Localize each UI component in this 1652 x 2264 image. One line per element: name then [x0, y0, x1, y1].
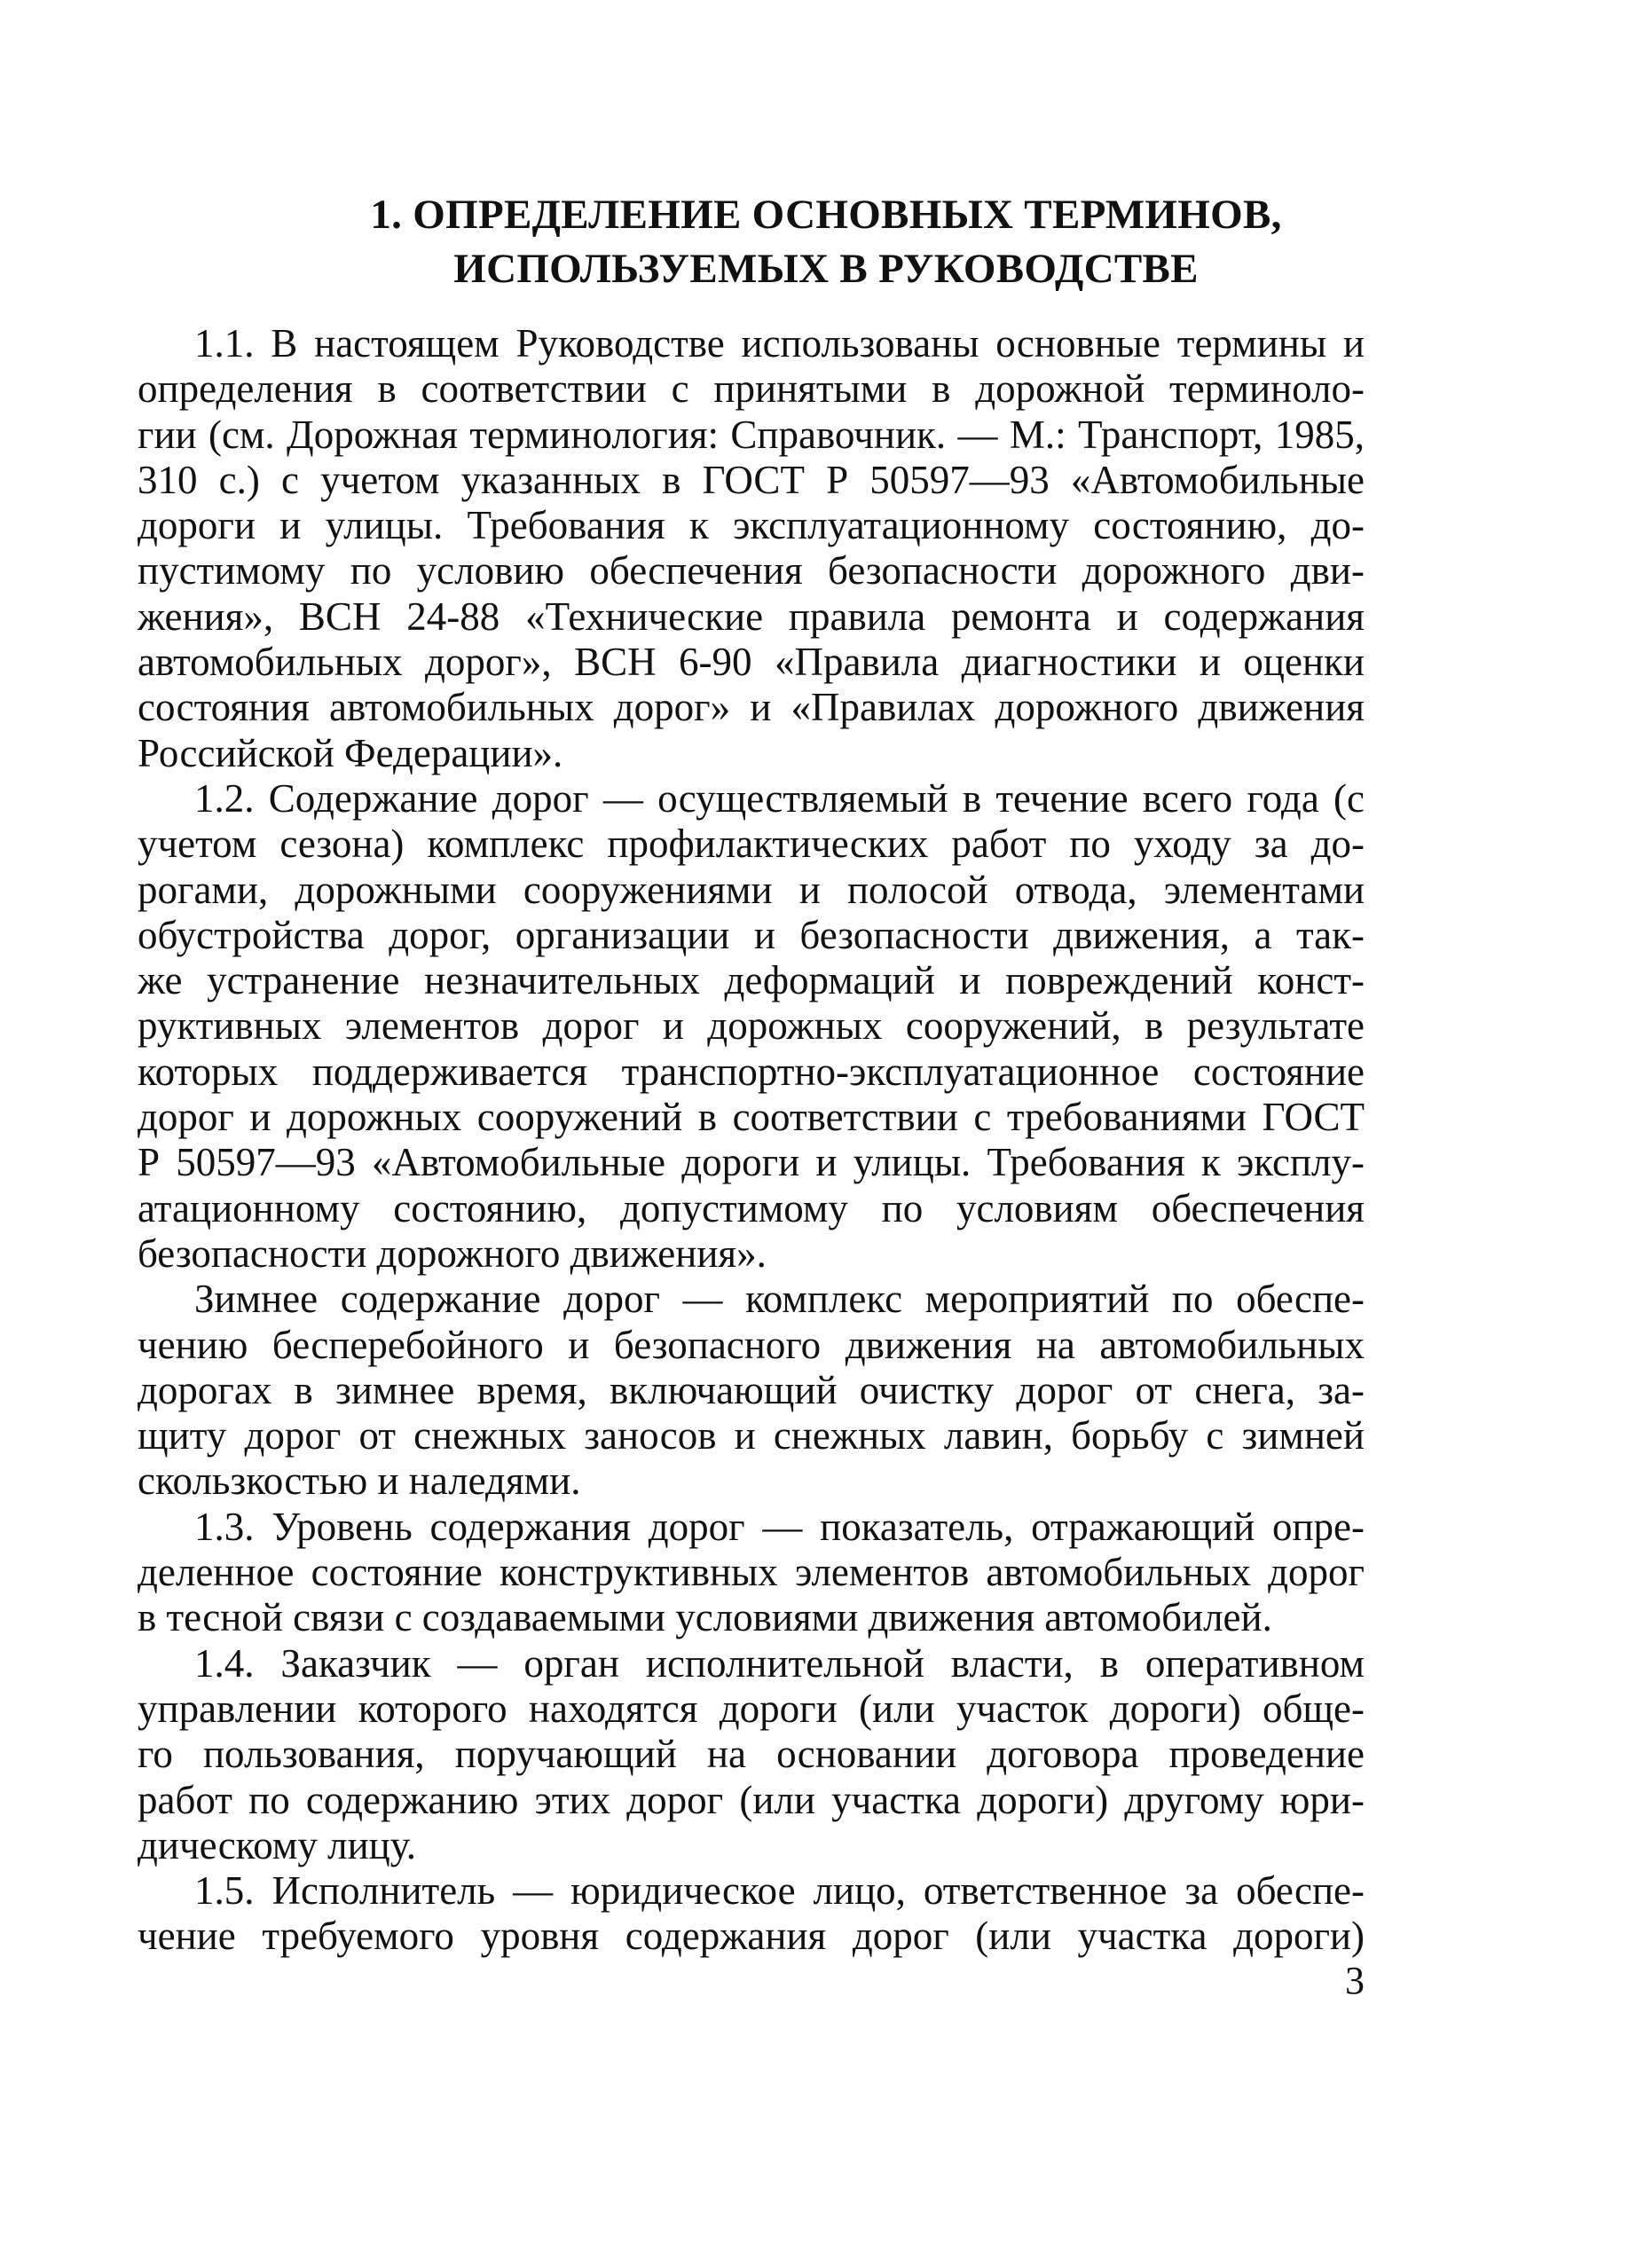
text-line: автомобильных дорог», ВСН 6-90 «Правила диагностики и оценки	[138, 640, 1365, 685]
paragraph	[138, 321, 1365, 776]
text-line: Зимнее содержание дорог — комплекс мероприятий по обеспе-	[194, 1277, 1365, 1322]
body-text	[138, 321, 1365, 1960]
text-line: дороги и улицы. Требования к эксплуатационному состоянию, до-	[138, 503, 1365, 548]
text-line: 310 с.) с учетом указанных в ГОСТ Р 50597—93 «Автомобильные	[138, 457, 1365, 502]
text-line: рогами, дорожными сооружениями и полосой отвода, элементами	[138, 867, 1365, 912]
text-line: Р 50597—93 «Автомобильные дороги и улицы. Требования к эксплу-	[138, 1140, 1365, 1185]
text-line: го пользования, поручающий на основании договора проведение	[138, 1732, 1365, 1777]
text-line: щиту дорог от снежных заносов и снежных лавин, борьбу с зимней	[138, 1413, 1365, 1458]
paragraph	[138, 1868, 1365, 1960]
section-heading	[133, 188, 1519, 296]
paragraph	[138, 1277, 1365, 1504]
text-line: работ по содержанию этих дорог (или участка дороги) другому юри-	[138, 1777, 1365, 1822]
text-line: же устранение незначительных деформаций и повреждений конст-	[138, 958, 1365, 1003]
text-line: жения», ВСН 24-88 «Технические правила ремонта и содержания	[138, 594, 1365, 639]
section-heading-line-1: 1. ОПРЕДЕЛЕНИЕ ОСНОВНЫХ ТЕРМИНОВ,	[370, 192, 1282, 238]
text-line: которых поддерживается транспортно-эксплуатационное состояние	[138, 1049, 1365, 1094]
text-line: чение требуемого уровня содержания дорог (или участка дороги)	[138, 1914, 1365, 1959]
text-line: 1.5. Исполнитель — юридическое лицо, ответственное за обеспе-	[194, 1868, 1365, 1914]
text-line: дическому лицу.	[138, 1822, 416, 1867]
text-line: Российской Федерации».	[138, 730, 563, 775]
text-line: руктивных элементов дорог и дорожных сооружений, в результате	[138, 1003, 1365, 1049]
text-line: состояния автомобильных дорог» и «Правилах дорожного движения	[138, 685, 1365, 730]
text-line: атационному состоянию, допустимому по условиям обеспечения	[138, 1185, 1365, 1230]
paragraph	[138, 776, 1365, 1277]
text-line: 1.2. Содержание дорог — осуществляемый в течение всего года (с	[194, 775, 1365, 821]
text-line: пустимому по условию обеспечения безопасности дорожного дви-	[138, 548, 1365, 594]
text-line: дорог и дорожных сооружений в соответствии с требованиями ГОСТ	[138, 1095, 1365, 1140]
text-line: скользкостью и наледями.	[138, 1458, 581, 1504]
section-heading-line-2: ИСПОЛЬЗУЕМЫХ В РУКОВОДСТВЕ	[453, 246, 1199, 292]
text-line: гии (см. Дорожная терминология: Справочник. — М.: Транспорт, 1985,	[138, 412, 1365, 457]
text-line: 1.1. В настоящем Руководстве использованы основные термины и	[194, 321, 1365, 366]
text-line: 1.4. Заказчик — орган исполнительной власти, в оперативном	[194, 1640, 1365, 1686]
text-line: 1.3. Уровень содержания дорог — показатель, отражающий опре-	[194, 1504, 1365, 1549]
text-line: чению бесперебойного и безопасного движения на автомобильных	[138, 1322, 1365, 1367]
text-line: управлении которого находятся дороги (или участок дороги) обще-	[138, 1686, 1365, 1731]
page-number: 3	[1345, 1959, 1365, 2002]
text-line: в тесной связи с создаваемыми условиями движения автомобилей.	[138, 1595, 1272, 1640]
text-line: деленное состояние конструктивных элементов автомобильных дорог	[138, 1550, 1365, 1595]
text-line: определения в соответствии с принятыми в дорожной терминоло-	[138, 366, 1365, 412]
paragraph	[138, 1641, 1365, 1868]
text-line: обустройства дорог, организации и безопасности движения, а так-	[138, 912, 1365, 957]
text-line: дорогах в зимнее время, включающий очистку дорог от снега, за-	[138, 1367, 1365, 1412]
paragraph	[138, 1505, 1365, 1641]
text-line: безопасности дорожного движения».	[138, 1230, 767, 1276]
text-line: учетом сезона) комплекс профилактических работ по уходу за до-	[138, 821, 1365, 867]
